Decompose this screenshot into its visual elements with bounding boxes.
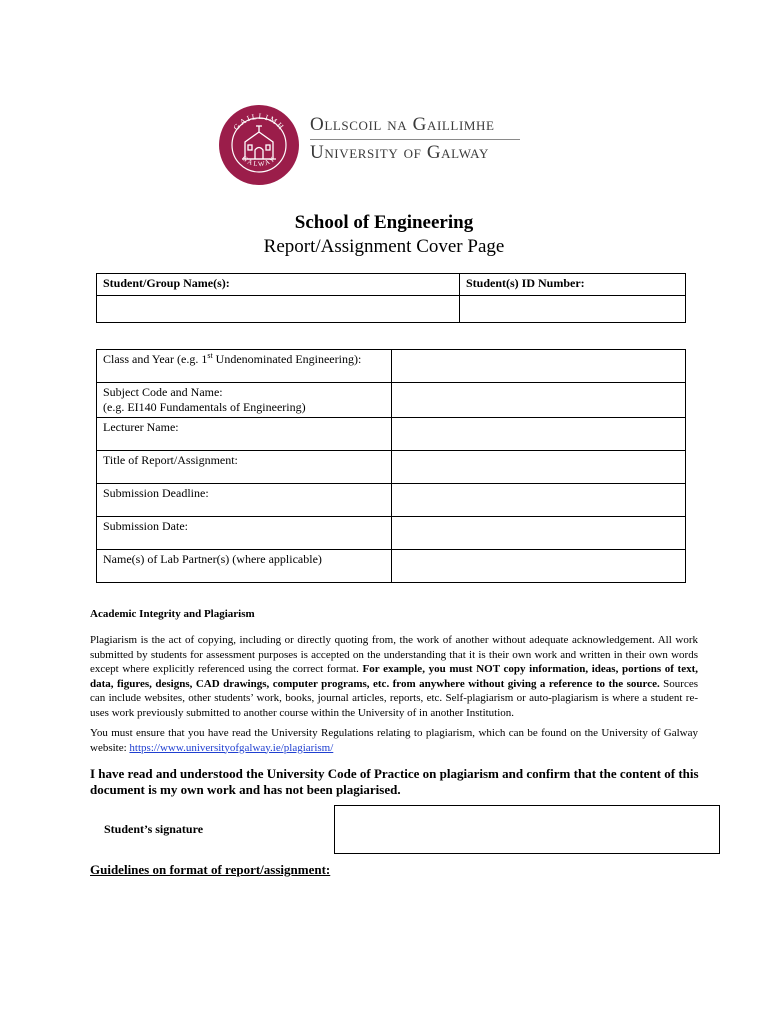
integrity-heading: Academic Integrity and Plagiarism — [90, 608, 255, 620]
university-name-english: University of Galway — [310, 142, 489, 163]
class-year-label: Class and Year (e.g. 1st Undenominated Engineering): — [97, 350, 392, 383]
subject-field[interactable] — [392, 383, 686, 418]
subject-label: Subject Code and Name: (e.g. EI140 Fundamentals of Engineering) — [97, 383, 392, 418]
student-names-label: Student/Group Name(s): — [97, 274, 460, 296]
assignment-details-table — [96, 349, 686, 583]
plagiarism-paragraph: Plagiarism is the act of copying, including or directly quoting from, the work of another without adequate acknowledgement. All work submitted by students for assessment purposes is accepted on the understanding that it is their own work and written in their own words except where explicitly referenced using the correct format. For example, you must NOT copy information, ideas, portions of text, data, figures, designs, CAD drawings, computer programs, etc. from anywhere without giving a reference to the source. Sources can include websites, other students’ work, books, journal articles, reports, etc. Self-plagiarism or auto-plagiarism is where a student re-uses work previously submitted to another course within the University of in another Institution. — [90, 634, 699, 719]
signature-label: Student’s signature — [104, 822, 204, 836]
lecturer-field[interactable] — [392, 418, 686, 451]
lab-partners-label: Name(s) of Lab Partner(s) (where applicable) — [97, 550, 392, 583]
submission-deadline-label: Submission Deadline: — [97, 484, 392, 517]
cover-page-title: Report/Assignment Cover Page — [263, 236, 505, 257]
student-id-label: Student(s) ID Number: — [460, 274, 686, 296]
submission-date-label: Submission Date: — [97, 517, 392, 550]
university-logo — [218, 104, 518, 188]
school-title: School of Engineering — [294, 212, 474, 233]
lecturer-label: Lecturer Name: — [97, 418, 392, 451]
university-name-irish: Ollscoil na Gaillimhe — [310, 114, 520, 140]
plagiarism-declaration: I have read and understood the University Code of Practice on plagiarism and confirm that the content of this document is my own work and has not been plagiarised. — [90, 766, 699, 797]
submission-date-field[interactable] — [392, 517, 686, 550]
plagiarism-policy-link[interactable]: https://www.universityofgalway.ie/plagiarism/ — [129, 741, 334, 754]
guidelines-heading: Guidelines on format of report/assignment: — [90, 862, 331, 877]
report-title-field[interactable] — [392, 451, 686, 484]
signature-box[interactable] — [334, 805, 720, 854]
submission-deadline-field[interactable] — [392, 484, 686, 517]
svg-text:GALWAY: GALWAY — [240, 154, 278, 169]
regulations-paragraph: You must ensure that you have read the University Regulations relating to plagiarism, which can be found on the University of Galway website: https://www.universityofgalway.ie/plagiarism/ — [90, 727, 698, 754]
student-id-field[interactable] — [460, 296, 686, 323]
university-wordmark — [310, 114, 520, 164]
university-seal-icon — [218, 104, 300, 186]
class-year-field[interactable] — [392, 350, 686, 383]
student-names-field[interactable] — [97, 296, 460, 323]
svg-text:GAILLIMH: GAILLIMH — [231, 111, 287, 133]
lab-partners-field[interactable] — [392, 550, 686, 583]
report-title-label: Title of Report/Assignment: — [97, 451, 392, 484]
student-info-table — [96, 273, 686, 323]
